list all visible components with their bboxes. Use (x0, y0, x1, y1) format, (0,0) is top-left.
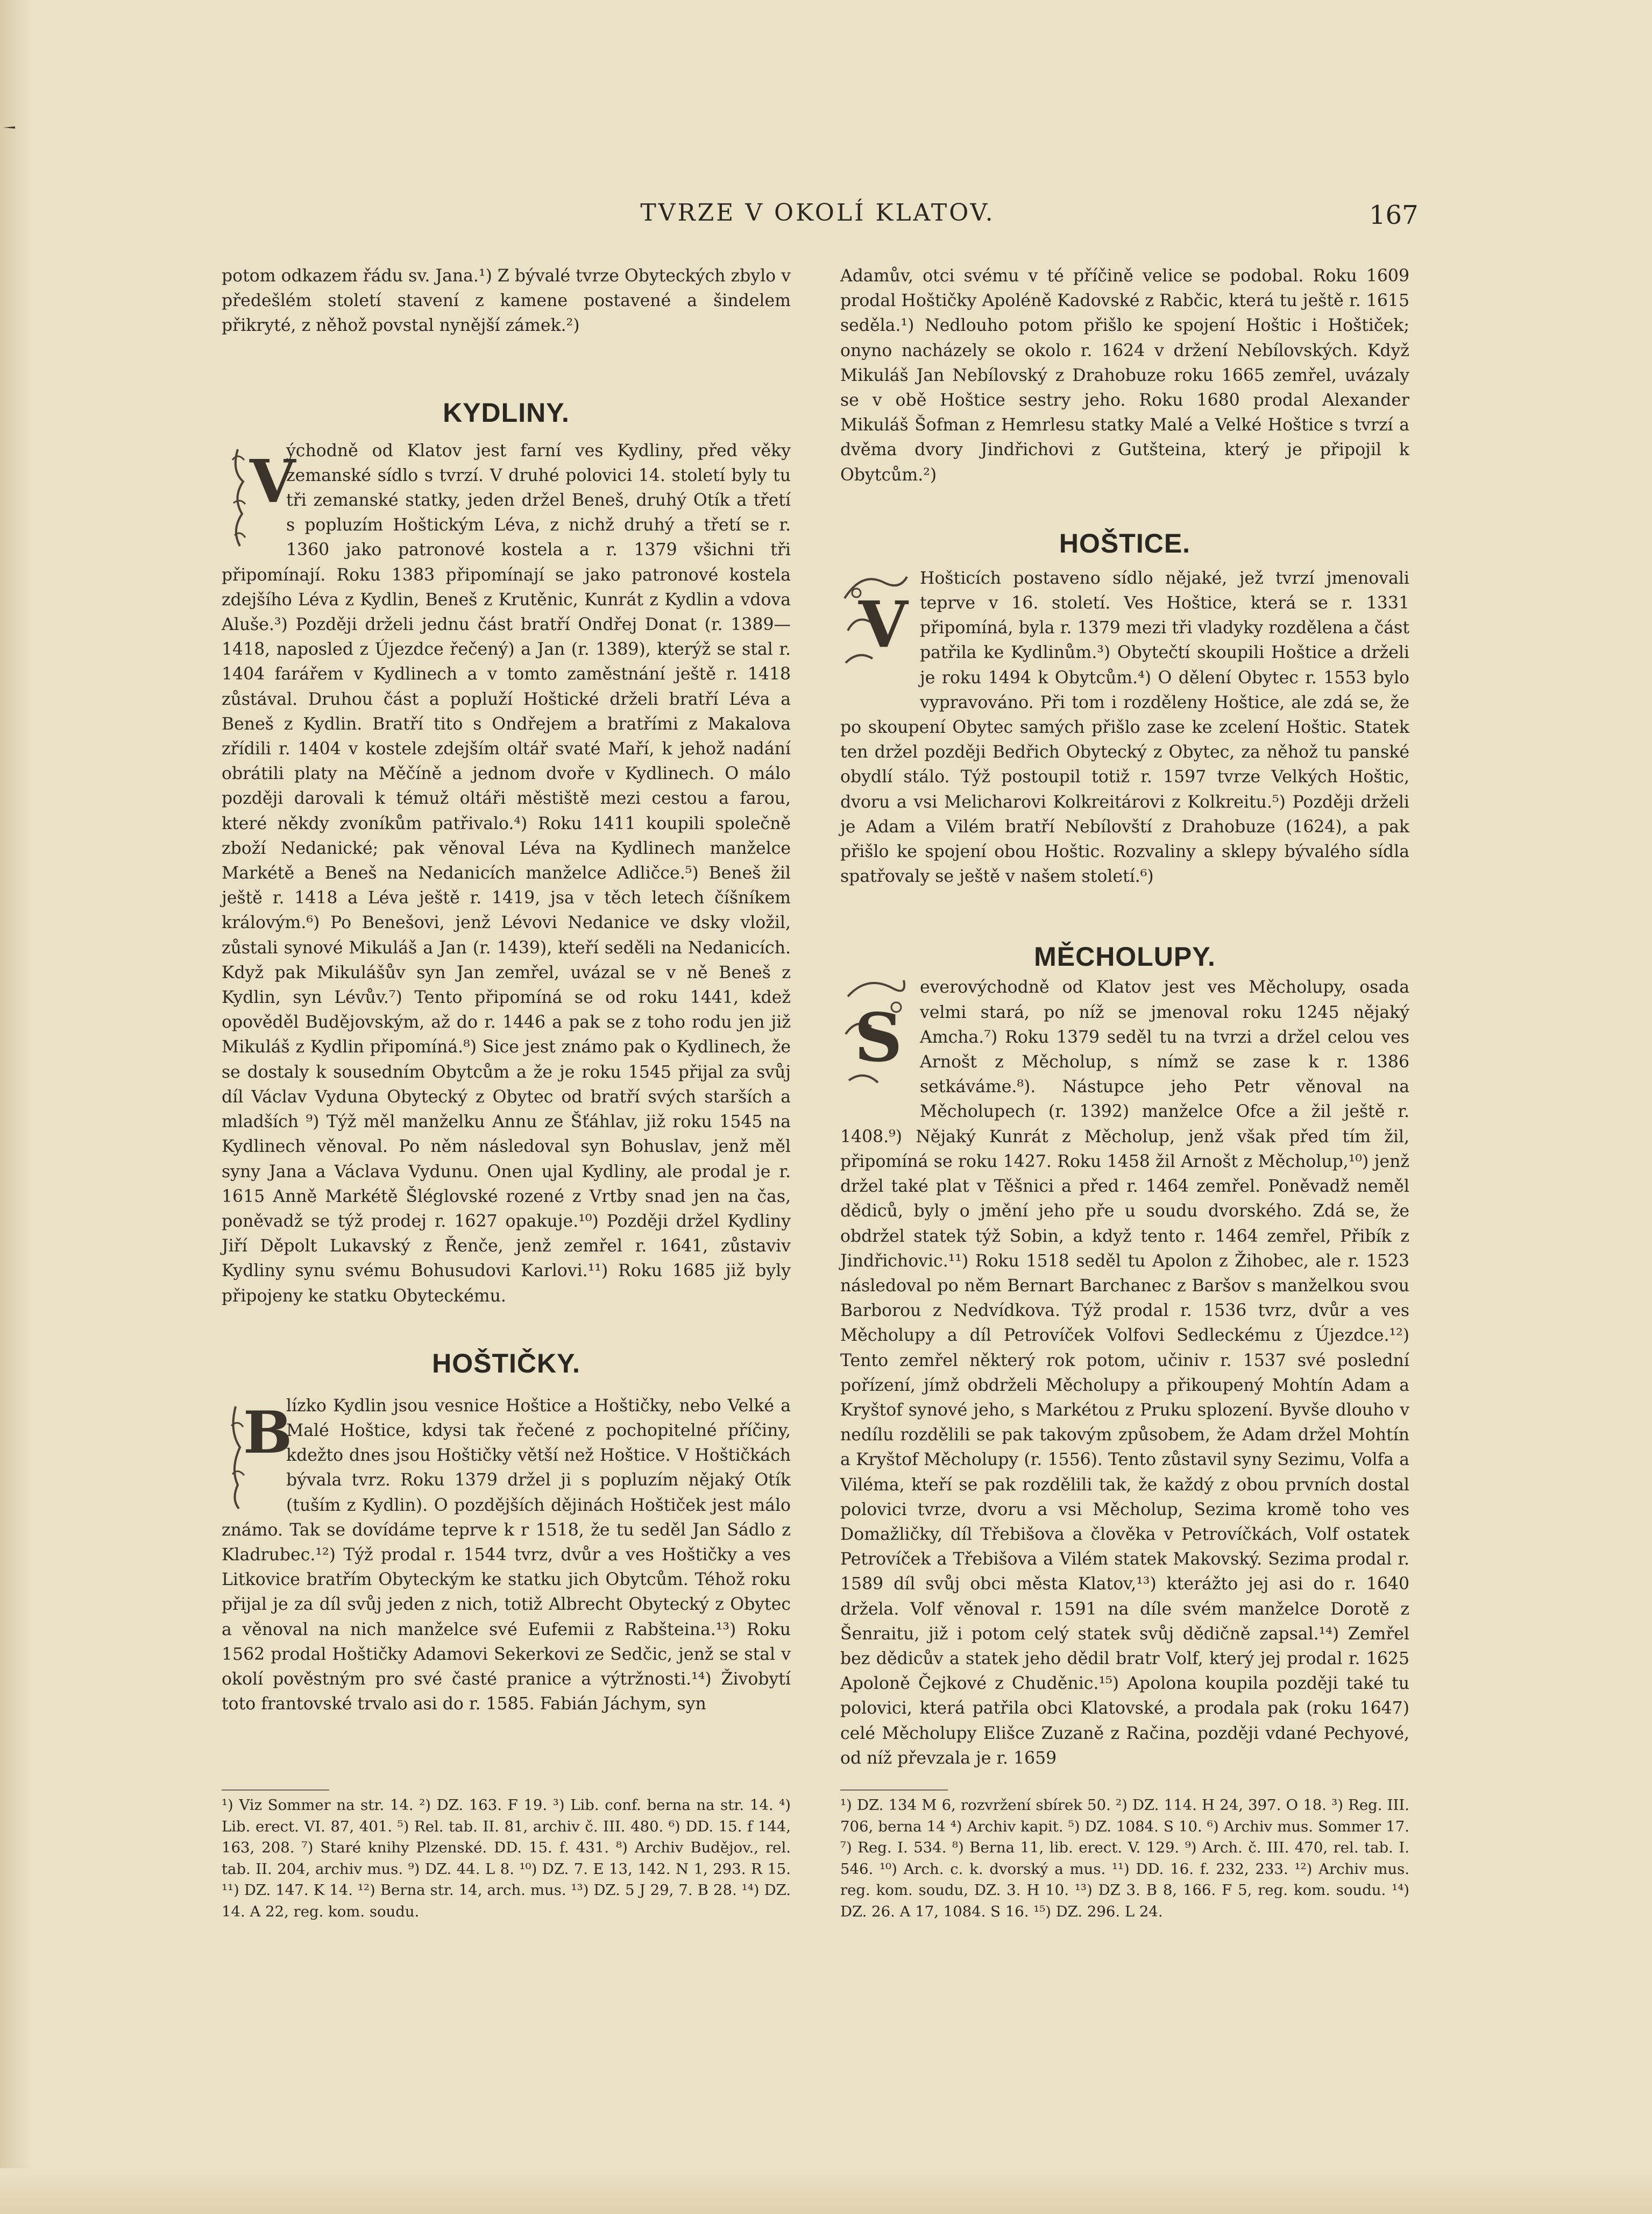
left-column (222, 264, 791, 1716)
footnote-rule (840, 1789, 948, 1791)
right-column (840, 264, 1409, 1771)
section-heading-hostice: HOŠTICE. (1059, 528, 1191, 558)
section-heading-kydliny: KYDLINY. (443, 397, 570, 428)
decorated-initial-b (222, 1394, 293, 1515)
margin-mark (3, 125, 15, 130)
paragraph-text: ýchodně od Klatov jest farní ves Kydliny, před věky zemanské sídlo s tvrzí. V druhé polovici 14. století byly tu tři zemanské statky, jeden držel Beneš, druhý Otík a třetí s popluzím Hoštickým Léva, z nichž druhý a třetí se r. 1360 jako patronové kostela a r. 1379 všichni tři připomínají. Roku 1383 připomínají se jako patronové kostela zdejšího Léva z Kydlin, Beneš z Krutěnic, Kunrát z Kydlin a vdova Aluše.³) Později drželi jednu část bratří Ondřej Donat (r. 1389—1418, naposled z Újezdce řečený) a Jan (r. 1389), kterýž se stal r. 1404 farářem v Kydlinech a v tomto zaměstnání ještě r. 1418 zůstával. Druhou část a popluží Hoštické drželi bratří Léva a Beneš z Kydlin. Bratří tito s Ondřejem a bratřími z Makalova zřídili r. 1404 v kostele zdejším oltář svaté Maří, k jehož nadání obrátili platy na Měčíně a jednom dvoře v Kydlinech. O málo později darovali k témuž oltáři městiště mezi cestou a farou, které někdy zvoníkům patřivalo.⁴) Roku 1411 koupili společně zboží Nedanické; pak věnoval Léva na Kydlinech manželce Markétě a Beneš na Nedanicích manželce Adličce.⁵) Beneš žil ještě r. 1418 a Léva ještě r. 1419, jsa v těch letech číšníkem královým.⁶) Po Benešovi, jenž Lévovi Nedanice ve dsky vložil, zůstali synové Mikuláš a Jan (r. 1439), kteří seděli na Nedanicích. Když pak Mikulášův syn Jan zemřel, uvázal se v ně Beneš z Kydlin, syn Lévův.⁷) Tento připomíná se od roku 1441, kdež opověděl Budějovským, až do r. 1446 a pak se z toho rodu jen již Mikuláš z Kydlin připomíná.⁸) Sice jest známo pak o Kydlinech, že se dostaly k sousedním Obytcům a že je roku 1545 přijal za svůj díl Václav Vyduna Obytecký z Obytec od bratří svých starších a mladších ⁹) Týž měl manželku Annu ze Šťáhlav, již roku 1545 na Kydlinech věnoval. Po něm následoval syn Bohuslav, jenž měl syny Jana a Václava Vydunu. Onen ujal Kydliny, ale prodal je r. 1615 Anně Markétě Šléglovské rozené z Vrtby snad jen na čas, poněvadž se týž prodej r. 1627 opakuje.¹⁰) Později držel Kydliny Jiří Děpolt Lukavský z Řenče, jenž zemřel r. 1641, zůstaviv Kydliny synu svému Bohusudovi Karlovi.¹¹) Roku 1685 již byly připojeny ke statku Obyteckému. (222, 441, 791, 1306)
svg-text:B: B (243, 1398, 293, 1467)
section-heading-mecholupy: MĚCHOLUPY. (1034, 942, 1216, 972)
continued-paragraph: Adamův, otci svému v té příčině velice se podobal. Roku 1609 prodal Hoštičky Apoléně Kadovské z Rabčic, která tu ještě r. 1615 seděla.¹) Nedlouho potom přišlo ke spojení Hoštic i Hoštiček; onyno nacházely se okolo r. 1624 v držení Nebílovských. Když Mikuláš Jan Nebílovský z Drahobuze roku 1665 zemřel, uvázaly se v obě Hoštice sestry jeho. Roku 1680 prodal Alexander Mikuláš Šofman z Hemrlesu statky Malé a Velké Hoštice s tvrzí a dvěma dvory Jindřichovi z Gutšteina, který je připojil k Obytcům.²) (840, 266, 1409, 485)
section-body-hostice (840, 566, 1409, 889)
paragraph-text: lízko Kydlin jsou vesnice Hoštice a Hoštičky, nebo Velké a Malé Hoštice, kdysi tak řečené z pochopitelné příčiny, kdežto dnes jsou Hoštičky větší než Hoštice. V Hoštičkách bývala tvrz. Roku 1379 držel ji s popluzím nějaký Otík (tuším z Kydlin). O pozdějších dějinách Hoštiček jest málo známo. Tak se dovídáme teprve k r 1518, že tu seděl Jan Sádlo z Kladrubec.¹²) Týž prodal r. 1544 tvrz, dvůr a ves Hoštičky a ves Litkovice bratřím Obyteckým ke statku jich Obytcům. Téhož roku přijal je za díl svůj jeden z nich, totiž Albrecht Obytecký z Obytec a věnoval na nich manželce své Eufemii z Rabšteina.¹³) Roku 1562 prodal Hoštičky Adamovi Sekerkovi ze Sedčic, jenž se stal v okolí pověstným pro své časté pranice a výtržnosti.¹⁴) Živobytí toto frantovské trvalo asi do r. 1585. Fabián Jáchym, syn (222, 1396, 791, 1714)
footnote-rule (222, 1789, 329, 1791)
section-heading-hosticky: HOŠTIČKY. (432, 1348, 580, 1378)
svg-text:S: S (854, 999, 903, 1078)
page-number: 167 (1369, 200, 1419, 230)
section-body-kydliny (222, 438, 791, 1308)
svg-text:V: V (250, 446, 296, 516)
section-body-mecholupy (840, 975, 1409, 1771)
running-title: TVRZE V OKOLÍ KLATOV. (640, 199, 995, 227)
page-bottom-shadow (0, 2168, 1652, 2214)
continued-paragraph: potom odkazem řádu sv. Jana.¹) Z bývalé tvrze Obyteckých zbylo v předešlém století stavení z kamene postavené a šindelem přikryté, z něhož povstal nynější zámek.²) (222, 266, 791, 336)
paragraph-text: everovýchodně od Klatov jest ves Měcholupy, osada velmi stará, po níž se jmenoval roku 1245 nějaký Amcha.⁷) Roku 1379 seděl tu na tvrzi a držel celou ves Arnošt z Měcholup, s nímž se zase k r. 1386 setkáváme.⁸). Nástupce jeho Petr věnoval na Měcholupech (r. 1392) manželce Ofce a žil ještě r. 1408.⁹) Nějaký Kunrát z Měcholup, jenž však před tím žil, připomíná se roku 1427. Roku 1458 žil Arnošt z Měcholup,¹⁰) jenž držel také plat v Těšnici a před r. 1464 zemřel. Poněvadž neměl dědiců, byly o jmění jeho pře u soudu dvorského. Zdá se, že obdržel statek týž Sobin, a když tento r. 1464 zemřel, Přibík z Jindřichovic.¹¹) Roku 1518 seděl tu Apolon z Žihobec, ale r. 1523 následoval po něm Bernart Barchanec z Baršov s manželkou svou Barborou z Nedvídkova. Týž prodal r. 1536 tvrz, dvůr a ves Měcholupy a díl Petrovíček Volfovi Sedleckému z Újezdce.¹²) Tento zemřel některý rok potom, učiniv r. 1537 své poslední pořízení, jímž obdrželi Měcholupy a přikoupený Mohtín Adam a Kryštof synové jeho, s Markétou z Pruku splození. Byvše dlouho v nedílu rozdělili se pak takovým způsobem, že Adam držel Mohtín a Kryštof Měcholupy (r. 1556). Tento zůstavil syny Sezimu, Volfa a Viléma, kteří se pak rozdělili tak, že každý z obou prvních dostal polovici tvrze, dvoru a vsi Měcholup, Sezima kromě toho ves Domažličky, díl Třebišova a člověka v Petrovíčkách, Volf ostatek Petrovíček a Třebišova a Vilém statek Makovský. Sezima prodal r. 1589 díl svůj obci města Klatov,¹³) kterážto jej asi do r. 1640 držela. Volf věnoval r. 1591 na díle svém manželce Dorotě z Šenraitu, již i potom celý statek svůj dědičně zapsal.¹⁴) Zemřel bez dědicův a statek jeho dědil bratr Volf, který jej prodal r. 1625 Apoloně Čejkové z Chuděnic.¹⁵) Apolona koupila později také tu polovici, která patřila obci Klatovské, a prodala pak (roku 1647) celé Měcholupy Elišce Zuzaně z Račina, později vdané Pechyové, od níž převzala je r. 1659 (840, 978, 1409, 1768)
paragraph-text: Hošticích postaveno sídlo nějaké, jež tvrzí jmenovali teprve v 16. století. Ves Hoštice, která se r. 1331 připomíná, byla r. 1379 mezi tři vladyky rozdělena a část patřila ke Kydlinům.³) Obytečtí skoupili Hoštice a drželi je roku 1494 k Obytcům.⁴) O dělení Obytec r. 1553 bylo vypravováno. Při tom i rozděleny Hoštice, ale zdá se, že po skoupení Obytec samých přišlo zase ke zcelení Hoštic. Statek ten držel později Bedřich Obytecký z Obytec, za něhož tu panské obydlí stálo. Týž postoupil totiž r. 1597 tvrze Velkých Hoštic, dvoru a vsi Melicharovi Kolkreitárovi z Kolkreitu.⁵) Později drželi je Adam a Vilém bratří Nebílovští z Drahobuze (1624), a pak přišlo ke spojení obou Hoštic. Rozvaliny a sklepy bývalého sídla spatřovaly se ještě v našem století.⁶) (840, 568, 1409, 887)
page-edge-shadow (0, 0, 32, 2214)
decorated-initial-v (222, 438, 296, 560)
section-body-hosticky (222, 1394, 791, 1717)
svg-text:V: V (859, 586, 908, 662)
decorated-initial-v (840, 566, 912, 693)
footnotes-left: ¹) Viz Sommer na str. 14. ²) DZ. 163. F 19. ³) Lib. conf. berna na str. 14. ⁴) Lib. erect. VI. 87, 401. ⁵) Rel. tab. II. 81, archiv č. III. 480. ⁶) DD. 15. f 144, 163, 208. ⁷) Staré knihy Plzenské. DD. 15. f. 431. ⁸) Archiv Budějov., rel. tab. II. 204, archiv mus. ⁹) DZ. 44. L 8. ¹⁰) DZ. 7. E 13, 142. N 1, 293. R 15. ¹¹) DZ. 147. K 14. ¹²) Berna str. 14, arch. mus. ¹³) DZ. 5 J 29, 7. B 28. ¹⁴) DZ. 14. A 22, reg. kom. soudu. (222, 1796, 791, 1920)
footnotes-right: ¹) DZ. 134 M 6, rozvržení sbírek 50. ²) DZ. 114. H 24, 397. O 18. ³) Reg. III. 706, berna 14 ⁴) Archiv kapit. ⁵) DZ. 1084. S 10. ⁶) Archiv mus. Sommer 17. ⁷) Reg. I. 534. ⁸) Berna 11, lib. erect. V. 129. ⁹) Arch. č. III. 470, rel. tab. I. 546. ¹⁰) Arch. c. k. dvorský a mus. ¹¹) DD. 16. f. 232, 233. ¹²) Archiv mus. reg. kom. soudu, DZ. 3. H 10. ¹³) DZ 3. B 8, 166. F 5, reg. kom. soudu. ¹⁴) DZ. 26. A 17, 1084. S 16. ¹⁵) DZ. 296. L 24. (840, 1796, 1409, 1920)
decorated-initial-s (840, 975, 912, 1102)
